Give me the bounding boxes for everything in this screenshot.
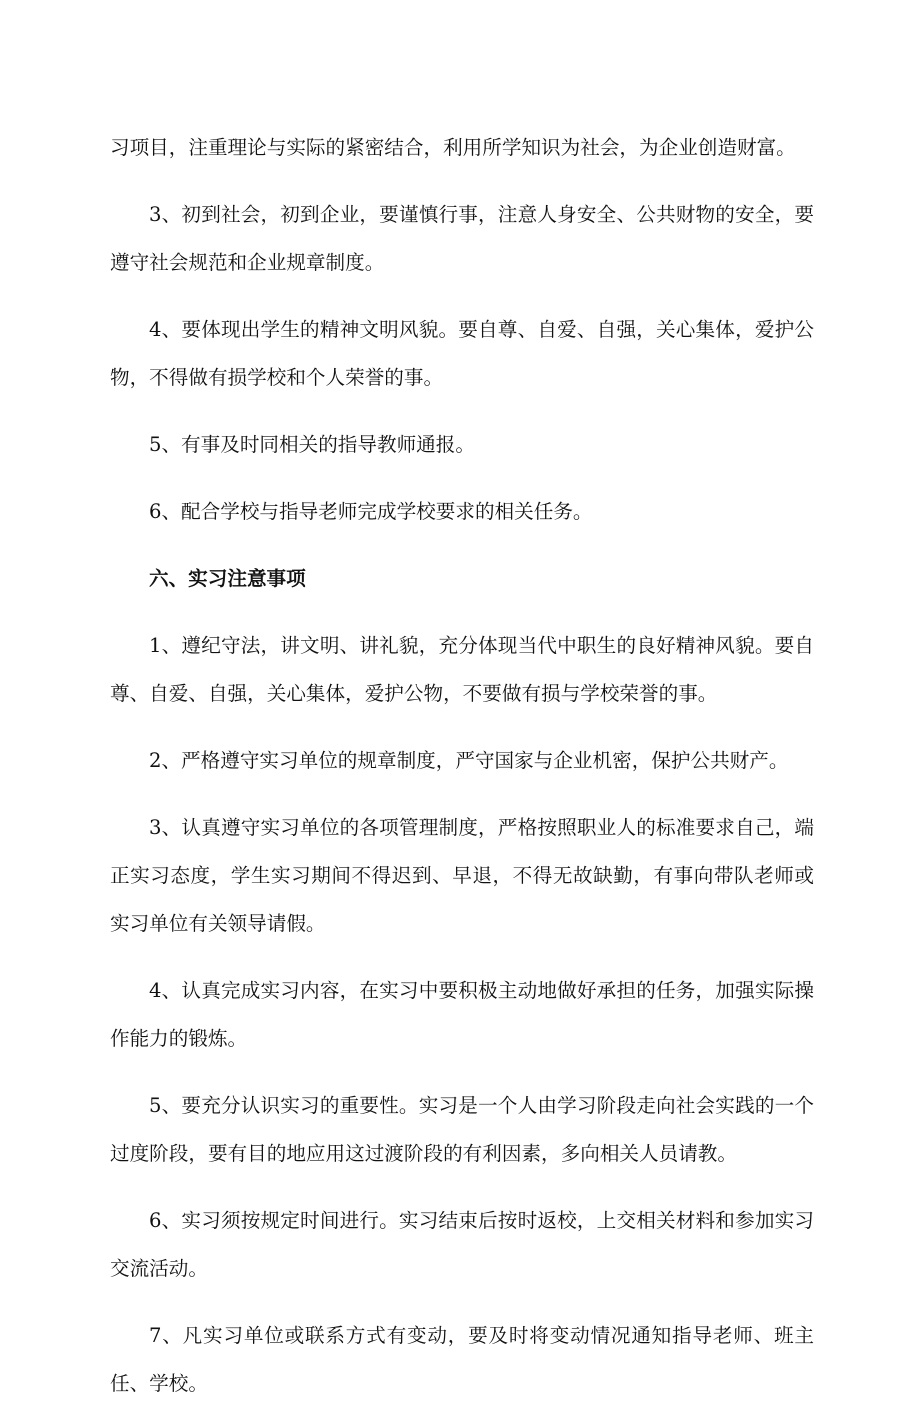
notice-item-3: 3、认真遵守实习单位的各项管理制度，严格按照职业人的标准要求自己，端正实习态度，学生实习期间不得迟到、早退，不得无故缺勤，有事向带队老师或实习单位有关领导请假。: [110, 816, 814, 935]
notice-item-4: 4、认真完成实习内容，在实习中要积极主动地做好承担的任务，加强实际操作能力的锻炼。: [110, 979, 814, 1050]
paragraph-item-5: 5、有事及时同相关的指导教师通报。: [149, 433, 475, 456]
paragraph-item-4: 4、要体现出学生的精神文明风貌。要自尊、自爱、自强，关心集体，爱护公物，不得做有损学校和个人荣誉的事。: [110, 318, 814, 389]
section-heading: 六、实习注意事项: [149, 567, 306, 590]
paragraph-continued: 习项目，注重理论与实际的紧密结合，利用所学知识为社会，为企业创造财富。: [110, 136, 796, 159]
paragraph-item-3: 3、初到社会，初到企业，要谨慎行事，注意人身安全、公共财物的安全，要遵守社会规范和企业规章制度。: [110, 203, 814, 274]
notice-item-7: 7、凡实习单位或联系方式有变动，要及时将变动情况通知指导老师、班主任、学校。: [110, 1324, 814, 1395]
document-body: [110, 124, 814, 1427]
paragraph-item-6: 6、配合学校与指导老师完成学校要求的相关任务。: [149, 500, 593, 523]
notice-item-6: 6、实习须按规定时间进行。实习结束后按时返校，上交相关材料和参加实习交流活动。: [110, 1209, 814, 1280]
notice-item-1: 1、遵纪守法，讲文明、讲礼貌，充分体现当代中职生的良好精神风貌。要自尊、自爱、自强，关心集体，爱护公物，不要做有损与学校荣誉的事。: [110, 634, 814, 705]
notice-item-2: 2、严格遵守实习单位的规章制度，严守国家与企业机密，保护公共财产。: [149, 749, 789, 772]
notice-item-5: 5、要充分认识实习的重要性。实习是一个人由学习阶段走向社会实践的一个过度阶段，要有目的地应用这过渡阶段的有利因素，多向相关人员请教。: [110, 1094, 814, 1165]
